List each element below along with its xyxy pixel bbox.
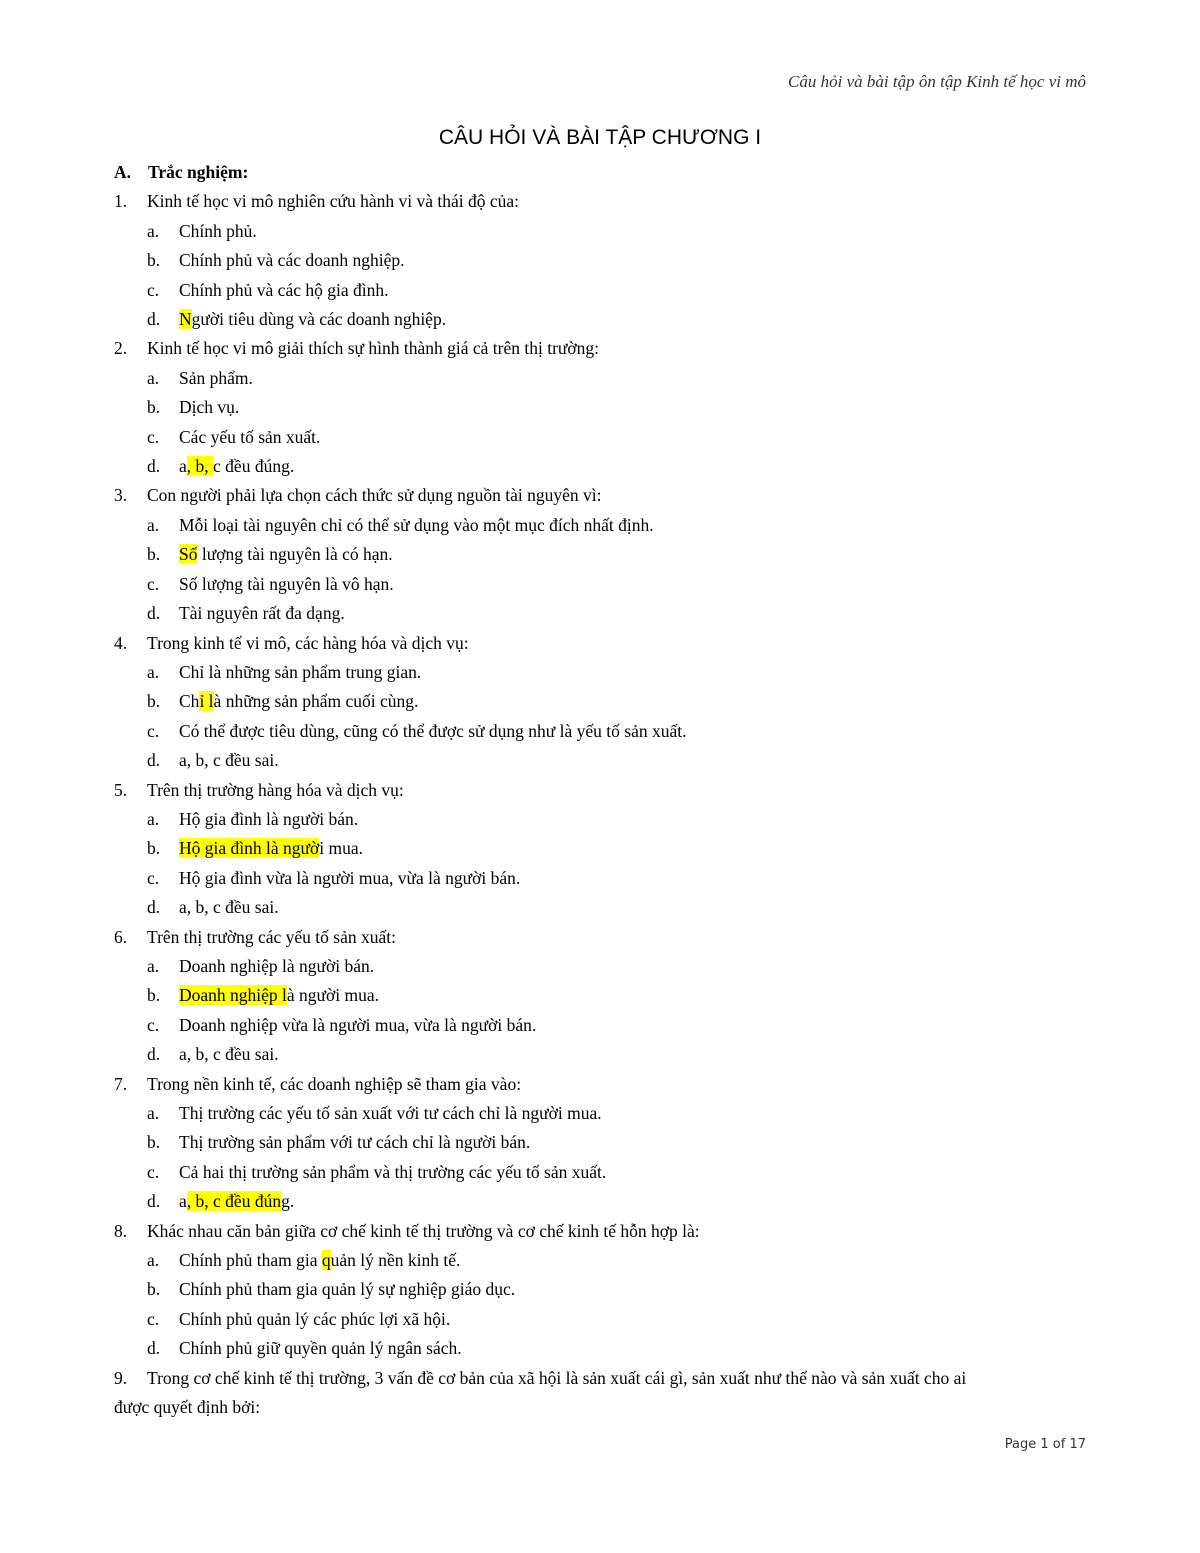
answer-option	[114, 717, 1089, 746]
answer-option	[114, 452, 1089, 481]
option-text-part: Thị trường các yếu tố sản xuất với tư cách chỉ là người mua.	[179, 1103, 602, 1123]
option-text-part: Mỗi loại tài nguyên chỉ có thể sử dụng vào một mục đích nhất định.	[179, 514, 654, 535]
option-text-part: Chính phủ và các hộ gia đình.	[179, 279, 389, 300]
highlight: Doanh nghiệp l	[179, 985, 287, 1006]
option-text	[179, 717, 686, 746]
question-number: 1.	[114, 191, 128, 212]
answer-option	[114, 834, 1089, 863]
option-letter: a.	[147, 514, 160, 535]
option-text-part: Chỉ là những sản phẩm trung gian.	[179, 661, 422, 682]
question-text: Kinh tế học vi mô giải thích sự hình thành giá cả trên thị trường:	[147, 338, 600, 359]
option-letter: b.	[147, 1279, 161, 1300]
answer-option	[114, 1099, 1089, 1128]
section-label: A.	[114, 162, 132, 182]
option-text	[179, 364, 253, 393]
question-2	[114, 334, 1089, 363]
option-letter: d.	[147, 897, 161, 918]
option-letter: c.	[147, 1161, 160, 1182]
question-text-line-1: Trong cơ chế kinh tế thị trường, 3 vấn đề cơ bản của xã hội là sản xuất cái gì, sản xuất như thế nào và sản xuất cho ai	[147, 1367, 967, 1388]
option-letter: a.	[147, 1103, 160, 1123]
answer-option	[114, 1128, 1089, 1157]
answer-option	[114, 1040, 1089, 1069]
option-text-part: Dịch vụ.	[179, 397, 240, 418]
option-text-part: Doanh nghiệp là người bán.	[179, 955, 375, 976]
option-text	[179, 687, 418, 716]
section-text: Trắc nghiệm:	[148, 162, 249, 182]
question-number: 4.	[114, 632, 128, 653]
answer-option	[114, 511, 1089, 540]
option-text-part: Các yếu tố sản xuất.	[179, 426, 321, 447]
option-letter: b.	[147, 544, 161, 565]
option-letter: d.	[147, 309, 161, 330]
option-text	[179, 305, 446, 334]
option-text	[179, 217, 257, 246]
question-number: 5.	[114, 779, 128, 800]
option-text-part: à người mua.	[286, 985, 380, 1006]
option-text	[179, 1334, 462, 1363]
option-text-part: Chính phủ tham gia quản lý sự nghiệp giáo dục.	[179, 1279, 516, 1300]
option-letter: d.	[147, 750, 161, 771]
option-text-part: Cả hai thị trường sản phẩm và thị trường các yếu tố sản xuất.	[179, 1161, 607, 1182]
option-text-part: a, b, c đều sai.	[179, 1044, 279, 1065]
page-number: Page 1 of 17	[1004, 1437, 1086, 1452]
answer-option	[114, 746, 1089, 775]
option-letter: c.	[147, 426, 160, 447]
option-text	[179, 746, 279, 775]
question-list	[114, 187, 1089, 1363]
option-text-part: a, b, c đều sai.	[179, 897, 279, 918]
option-text-part: i mua.	[319, 838, 363, 859]
option-text	[179, 570, 394, 599]
option-letter: c.	[147, 867, 160, 888]
highlight: , b,	[186, 456, 214, 477]
question-3	[114, 481, 1089, 510]
option-text	[179, 1099, 602, 1128]
option-text-part: a	[179, 456, 187, 477]
answer-option	[114, 276, 1089, 305]
option-text	[179, 423, 320, 452]
answer-option	[114, 1187, 1089, 1216]
option-text	[179, 1187, 294, 1216]
document-body	[114, 158, 1089, 1422]
question-number: 3.	[114, 485, 128, 506]
highlight: , b, c đều đún	[186, 1191, 282, 1212]
answer-option	[114, 540, 1089, 569]
option-text	[179, 540, 393, 569]
option-text	[179, 1011, 536, 1040]
highlight: Số	[179, 544, 198, 565]
highlight: ỉ l	[199, 691, 214, 712]
answer-option	[114, 570, 1089, 599]
option-text	[179, 276, 388, 305]
answer-option	[114, 1158, 1089, 1187]
option-letter: b.	[147, 838, 161, 859]
option-letter: c.	[147, 573, 160, 594]
question-text: Con người phải lựa chọn cách thức sử dụng nguồn tài nguyên vì:	[147, 485, 602, 506]
question-number: 8.	[114, 1220, 128, 1241]
question-text: Trên thị trường hàng hóa và dịch vụ:	[147, 779, 404, 800]
option-text-part: g.	[281, 1191, 295, 1212]
answer-option	[114, 1246, 1089, 1275]
option-text-part: Chính phủ quản lý các phúc lợi xã hội.	[179, 1308, 451, 1329]
option-letter: d.	[147, 1191, 161, 1212]
option-text	[179, 864, 520, 893]
option-text	[179, 599, 345, 628]
option-letter: a.	[147, 808, 160, 829]
question-text: Trên thị trường các yếu tố sản xuất:	[147, 926, 396, 947]
option-letter: b.	[147, 250, 161, 271]
option-text-part: Chính phủ giữ quyền quản lý ngân sách.	[179, 1338, 462, 1359]
option-text-part: a, b, c đều sai.	[179, 750, 279, 771]
answer-option	[114, 1275, 1089, 1304]
option-letter: a.	[147, 220, 160, 241]
option-text-part: Doanh nghiệp vừa là người mua, vừa là người bán.	[179, 1014, 537, 1035]
option-letter: c.	[147, 279, 160, 300]
option-letter: a.	[147, 1250, 160, 1271]
option-text-part: Tài nguyên rất đa dạng.	[179, 603, 345, 624]
section-heading	[114, 158, 1089, 187]
running-header: Câu hỏi và bài tập ôn tập Kinh tế học vi mô	[788, 72, 1086, 91]
option-letter: b.	[147, 985, 161, 1006]
option-text	[179, 1275, 515, 1304]
option-letter: d.	[147, 456, 161, 477]
option-letter: a.	[147, 367, 160, 388]
option-letter: b.	[147, 1132, 161, 1153]
question-text: Trong kinh tế vi mô, các hàng hóa và dịch vụ:	[147, 632, 469, 653]
option-letter: c.	[147, 1014, 160, 1035]
option-text-part: Hộ gia đình là người bán.	[179, 808, 359, 829]
option-text	[179, 246, 405, 275]
answer-option	[114, 893, 1089, 922]
option-letter: c.	[147, 1308, 160, 1329]
option-text	[179, 834, 363, 863]
answer-option	[114, 1334, 1089, 1363]
option-text-part: à những sản phẩm cuối cùng.	[213, 691, 419, 712]
option-letter: d.	[147, 1044, 161, 1065]
option-text-part: Số lượng tài nguyên là vô hạn.	[179, 573, 394, 594]
option-letter: d.	[147, 603, 161, 624]
option-text	[179, 1246, 460, 1275]
option-letter: c.	[147, 720, 160, 741]
option-text	[179, 1305, 450, 1334]
answer-option	[114, 952, 1089, 981]
question-4	[114, 629, 1089, 658]
answer-option	[114, 364, 1089, 393]
option-letter: a.	[147, 955, 160, 976]
option-letter: b.	[147, 691, 161, 712]
option-text-part: uản lý nền kinh tế.	[330, 1250, 461, 1271]
option-text	[179, 1158, 606, 1187]
option-text-part: Có thể được tiêu dùng, cũng có thể được sử dụng như là yếu tố sản xuất.	[179, 720, 687, 741]
answer-option	[114, 423, 1089, 452]
answer-option	[114, 217, 1089, 246]
option-letter: a.	[147, 661, 160, 682]
highlight: N	[179, 309, 192, 330]
highlight: Hộ gia đình là ngườ	[179, 838, 320, 859]
answer-option	[114, 864, 1089, 893]
answer-option	[114, 658, 1089, 687]
option-text-part: c đều đúng.	[213, 456, 295, 477]
option-text-part: Chính phủ.	[179, 220, 257, 241]
option-letter: d.	[147, 1338, 161, 1359]
question-9	[114, 1364, 1089, 1423]
answer-option	[114, 305, 1089, 334]
question-7	[114, 1070, 1089, 1099]
question-text: Trong nền kinh tế, các doanh nghiệp sẽ tham gia vào:	[147, 1073, 522, 1094]
option-text	[179, 952, 374, 981]
option-text-part: gười tiêu dùng và các doanh nghiệp.	[191, 309, 447, 330]
question-1	[114, 187, 1089, 216]
question-number: 9.	[114, 1367, 128, 1388]
option-text	[179, 452, 294, 481]
option-text	[179, 393, 239, 422]
answer-option	[114, 981, 1089, 1010]
option-text	[179, 1128, 530, 1157]
option-text-part: Hộ gia đình vừa là người mua, vừa là người bán.	[179, 867, 521, 888]
answer-option	[114, 805, 1089, 834]
answer-option	[114, 393, 1089, 422]
option-text	[179, 658, 421, 687]
option-text-part: a	[179, 1191, 187, 1212]
option-text-part: Thị trường sản phẩm với tư cách chỉ là người bán.	[179, 1132, 531, 1153]
question-number: 6.	[114, 926, 128, 947]
option-text	[179, 981, 379, 1010]
option-text	[179, 893, 279, 922]
answer-option	[114, 599, 1089, 628]
answer-option	[114, 246, 1089, 275]
chapter-title: CÂU HỎI VÀ BÀI TẬP CHƯƠNG I	[438, 126, 762, 149]
question-number: 7.	[114, 1073, 128, 1094]
question-text-line-2: được quyết định bởi:	[114, 1397, 261, 1418]
option-text	[179, 805, 358, 834]
option-text-part: Sản phẩm.	[179, 367, 253, 388]
question-5	[114, 776, 1089, 805]
option-text	[179, 511, 654, 540]
option-text-part: Ch	[179, 691, 200, 712]
answer-option	[114, 687, 1089, 716]
question-number: 2.	[114, 338, 128, 359]
highlight: q	[321, 1250, 331, 1271]
answer-option	[114, 1305, 1089, 1334]
option-letter: b.	[147, 397, 161, 418]
option-text-part: lượng tài nguyên là có hạn.	[197, 544, 393, 565]
answer-option	[114, 1011, 1089, 1040]
option-text	[179, 1040, 279, 1069]
option-text-part: Chính phủ và các doanh nghiệp.	[179, 250, 405, 271]
question-6	[114, 923, 1089, 952]
question-text: Khác nhau căn bản giữa cơ chế kinh tế thị trường và cơ chế kinh tế hỗn hợp là:	[147, 1220, 700, 1241]
question-text: Kinh tế học vi mô nghiên cứu hành vi và thái độ của:	[147, 191, 520, 212]
option-text-part: Chính phủ tham gia	[179, 1250, 322, 1271]
question-8	[114, 1217, 1089, 1246]
